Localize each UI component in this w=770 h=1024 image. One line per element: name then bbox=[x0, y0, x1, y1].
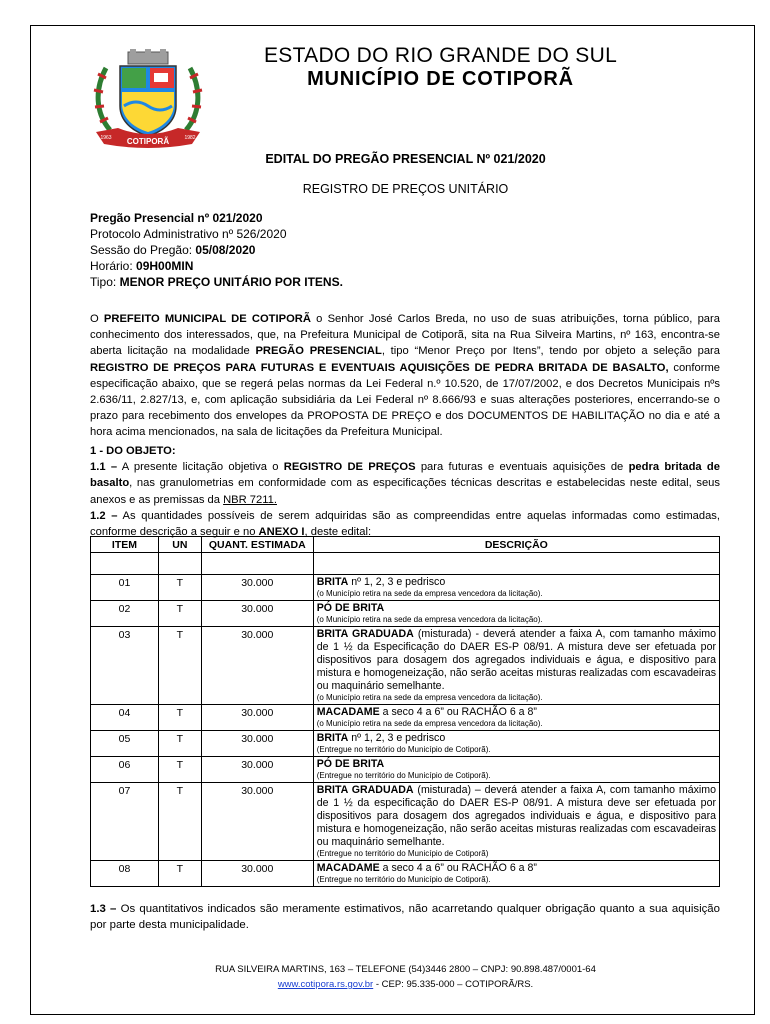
unit-cell: T bbox=[158, 861, 201, 887]
horario-value: 09H00MIN bbox=[136, 259, 194, 273]
section-heading: 1 - DO OBJETO: bbox=[90, 445, 176, 457]
description-text: (misturada) - deverá atender a faixa A, com tamanho máximo de 1 ½ da Especificação do DAER ES-P 08/91. A mistura deve ser efetuada por dispositivos para dosagem dos agregados individuais e água, e dispositivo para mistura e homogeneização, não serão aceitas misturas realizadas com escavadeiras ou maquinário semelhante. bbox=[316, 628, 716, 692]
description-bold: BRITA bbox=[316, 576, 349, 588]
unit-cell: T bbox=[158, 757, 201, 783]
column-header-item: ITEM bbox=[91, 537, 159, 553]
table-row bbox=[91, 861, 720, 887]
quantity-cell: 30.000 bbox=[201, 705, 313, 731]
description-cell bbox=[313, 601, 719, 627]
description-bold: PÓ DE BRITA bbox=[316, 602, 385, 614]
description-text: a seco 4 a 6” ou RACHÃO 6 a 8” bbox=[379, 862, 537, 874]
description-bold: BRITA GRADUADA bbox=[316, 628, 414, 640]
description-cell bbox=[313, 627, 719, 705]
edital-subtitle: REGISTRO DE PREÇOS UNITÁRIO bbox=[302, 182, 509, 196]
state-title: ESTADO DO RIO GRANDE DO SUL bbox=[263, 44, 618, 67]
item-number-cell: 03 bbox=[91, 627, 159, 705]
description-cell bbox=[313, 575, 719, 601]
table-row bbox=[91, 757, 720, 783]
description-note: (Entregue no território do Município de Cotiporã). bbox=[316, 771, 491, 780]
description-text: (misturada) – deverá atender a faixa A, com tamanho máximo de 1 ½ da especificação do DAER ES-P 08/91. A mistura deve ser efetuada por dispositivos para dosagem dos agregados individuais e água, e dispositivo para mistura e homogeneização, não serão aceitas misturas realizadas com escavadeiras ou maquinário semelhante. bbox=[316, 784, 716, 848]
description-note: (o Município retira na sede da empresa vencedora da licitação). bbox=[316, 719, 543, 728]
unit-cell: T bbox=[158, 601, 201, 627]
description-cell bbox=[313, 861, 719, 887]
website-link[interactable]: www.cotipora.rs.gov.br bbox=[277, 979, 374, 990]
column-header-quantity: QUANT. ESTIMADA bbox=[201, 537, 313, 553]
table-spacer-row bbox=[91, 553, 720, 575]
table-row bbox=[91, 601, 720, 627]
item-number-cell: 04 bbox=[91, 705, 159, 731]
section-objeto bbox=[90, 443, 720, 540]
description-text: a seco 4 a 6” ou RACHÃO 6 a 8” bbox=[379, 706, 537, 718]
items-table bbox=[90, 536, 720, 887]
municipality-title: MUNICÍPIO DE COTIPORÃ bbox=[307, 68, 574, 90]
item-number-cell: 06 bbox=[91, 757, 159, 783]
protocolo-line: Protocolo Administrativo nº 526/2020 bbox=[90, 227, 287, 241]
item-number-cell: 05 bbox=[91, 731, 159, 757]
footer-address: RUA SILVEIRA MARTINS, 163 – TELEFONE (54)3446 2800 – CNPJ: 90.898.487/0001-64 bbox=[215, 964, 596, 975]
coat-year-left: 1963 bbox=[100, 135, 112, 141]
quantity-cell: 30.000 bbox=[201, 861, 313, 887]
tipo-value: MENOR PREÇO UNITÁRIO POR ITENS. bbox=[119, 275, 343, 289]
horario-line: Horário: 09H00MIN bbox=[90, 259, 194, 273]
table-row bbox=[91, 575, 720, 601]
description-note: (Entregue no território do Município de Cotiporã). bbox=[316, 745, 491, 754]
description-note: (Entregue no território do Município de Cotiporã) bbox=[316, 849, 489, 858]
pregao-info-block bbox=[90, 210, 343, 290]
description-bold: BRITA GRADUADA bbox=[316, 784, 414, 796]
column-header-un: UN bbox=[158, 537, 201, 553]
table-header-row bbox=[91, 537, 720, 553]
unit-cell: T bbox=[158, 575, 201, 601]
footer bbox=[88, 962, 723, 992]
pregao-number: Pregão Presencial nº 021/2020 bbox=[90, 211, 263, 225]
unit-cell: T bbox=[158, 705, 201, 731]
edital-title: EDITAL DO PREGÃO PRESENCIAL Nº 021/2020 bbox=[265, 152, 546, 166]
quantity-cell: 30.000 bbox=[201, 783, 313, 861]
description-bold: BRITA bbox=[316, 732, 349, 744]
description-bold: MACADAME bbox=[316, 862, 380, 874]
description-cell bbox=[313, 705, 719, 731]
column-header-description: DESCRIÇÃO bbox=[313, 537, 719, 553]
description-note: (o Município retira na sede da empresa vencedora da licitação). bbox=[316, 589, 543, 598]
quantity-cell: 30.000 bbox=[201, 575, 313, 601]
sessao-line: Sessão do Pregão: 05/08/2020 bbox=[90, 243, 256, 257]
unit-cell: T bbox=[158, 783, 201, 861]
sessao-date: 05/08/2020 bbox=[195, 243, 256, 257]
item-number-cell: 08 bbox=[91, 861, 159, 887]
quantity-cell: 30.000 bbox=[201, 757, 313, 783]
footer-line-2: www.cotipora.rs.gov.br - CEP: 95.335-000 – COTIPORÃ/RS. bbox=[277, 979, 534, 990]
table-row bbox=[91, 731, 720, 757]
tipo-line: Tipo: MENOR PREÇO UNITÁRIO POR ITENS. bbox=[90, 275, 343, 289]
quantity-cell: 30.000 bbox=[201, 601, 313, 627]
description-cell bbox=[313, 731, 719, 757]
intro-paragraph: O PREFEITO MUNICIPAL DE COTIPORÃ o Senhor José Carlos Breda, no uso de suas atribuições, torna público, para conhecimento dos interessados, que, na Prefeitura Municipal de Cotiporã, sita na Rua Silveira Martins, nº 163, encontra-se aberta licitação na modalidade PREGÃO PRESENCIAL, tipo “Menor Preço por Itens”, tendo por objeto a seleção para REGISTRO DE PREÇOS PARA FUTURAS E EVENTUAIS AQUISIÇÕES DE PEDRA BRITADA DE BASALTO, conforme especificação abaixo, que se regerá pelas normas da Lei Federal n.º 10.520, de 17/07/2002, e dos Decretos Municipais nºs 2.636/11, 2.827/13, e, com aplicação subsidiária da Lei Federal nº 8.666/93 e suas alterações posteriores, encerrando-se o prazo para recebimento dos envelopes da PROPOSTA DE PREÇO e dos DOCUMENTOS DE HABILITAÇÃO no dia e até a hora acima mencionados, na sala de licitações da Prefeitura Municipal. bbox=[90, 313, 721, 439]
clause-1-3: 1.3 – Os quantitativos indicados são meramente estimativos, não acarretando qualquer obrigação quanto a sua aquisição por parte desta municipalidade. bbox=[90, 903, 720, 932]
description-cell bbox=[313, 783, 719, 861]
unit-cell: T bbox=[158, 731, 201, 757]
description-note: (Entregue no território do Município de Cotiporã). bbox=[316, 875, 491, 884]
table-row bbox=[91, 783, 720, 861]
unit-cell: T bbox=[158, 627, 201, 705]
description-text: nº 1, 2, 3 e pedrisco bbox=[348, 732, 446, 744]
item-number-cell: 01 bbox=[91, 575, 159, 601]
table-row bbox=[91, 627, 720, 705]
description-cell bbox=[313, 757, 719, 783]
clause-1-1: 1.1 – A presente licitação objetiva o REGISTRO DE PREÇOS para futuras e eventuais aquisições de pedra britada de basalto, nas granulometrias em conformidade com as especificações técnicas descritas e estabelecidas neste edital, seus anexos e as premissas da NBR 7211. bbox=[90, 461, 720, 506]
description-bold: MACADAME bbox=[316, 706, 380, 718]
quantity-cell: 30.000 bbox=[201, 627, 313, 705]
table-row bbox=[91, 705, 720, 731]
coat-ribbon-text: COTIPORÃ bbox=[126, 137, 170, 146]
coat-year-right: 1982 bbox=[184, 135, 196, 141]
quantity-cell: 30.000 bbox=[201, 731, 313, 757]
item-number-cell: 07 bbox=[91, 783, 159, 861]
description-text: nº 1, 2, 3 e pedrisco bbox=[348, 576, 446, 588]
description-note: (o Município retira na sede da empresa vencedora da licitação). bbox=[316, 693, 543, 702]
description-note: (o Município retira na sede da empresa vencedora da licitação). bbox=[316, 615, 543, 624]
item-number-cell: 02 bbox=[91, 601, 159, 627]
clause-1-2: 1.2 – As quantidades possíveis de serem adquiridas são as compreendidas entre aquelas informadas como estimadas, conforme descrição a seguir e no ANEXO I, deste edital: bbox=[90, 509, 721, 539]
description-bold: PÓ DE BRITA bbox=[316, 758, 385, 770]
coat-of-arms-icon bbox=[88, 48, 208, 150]
